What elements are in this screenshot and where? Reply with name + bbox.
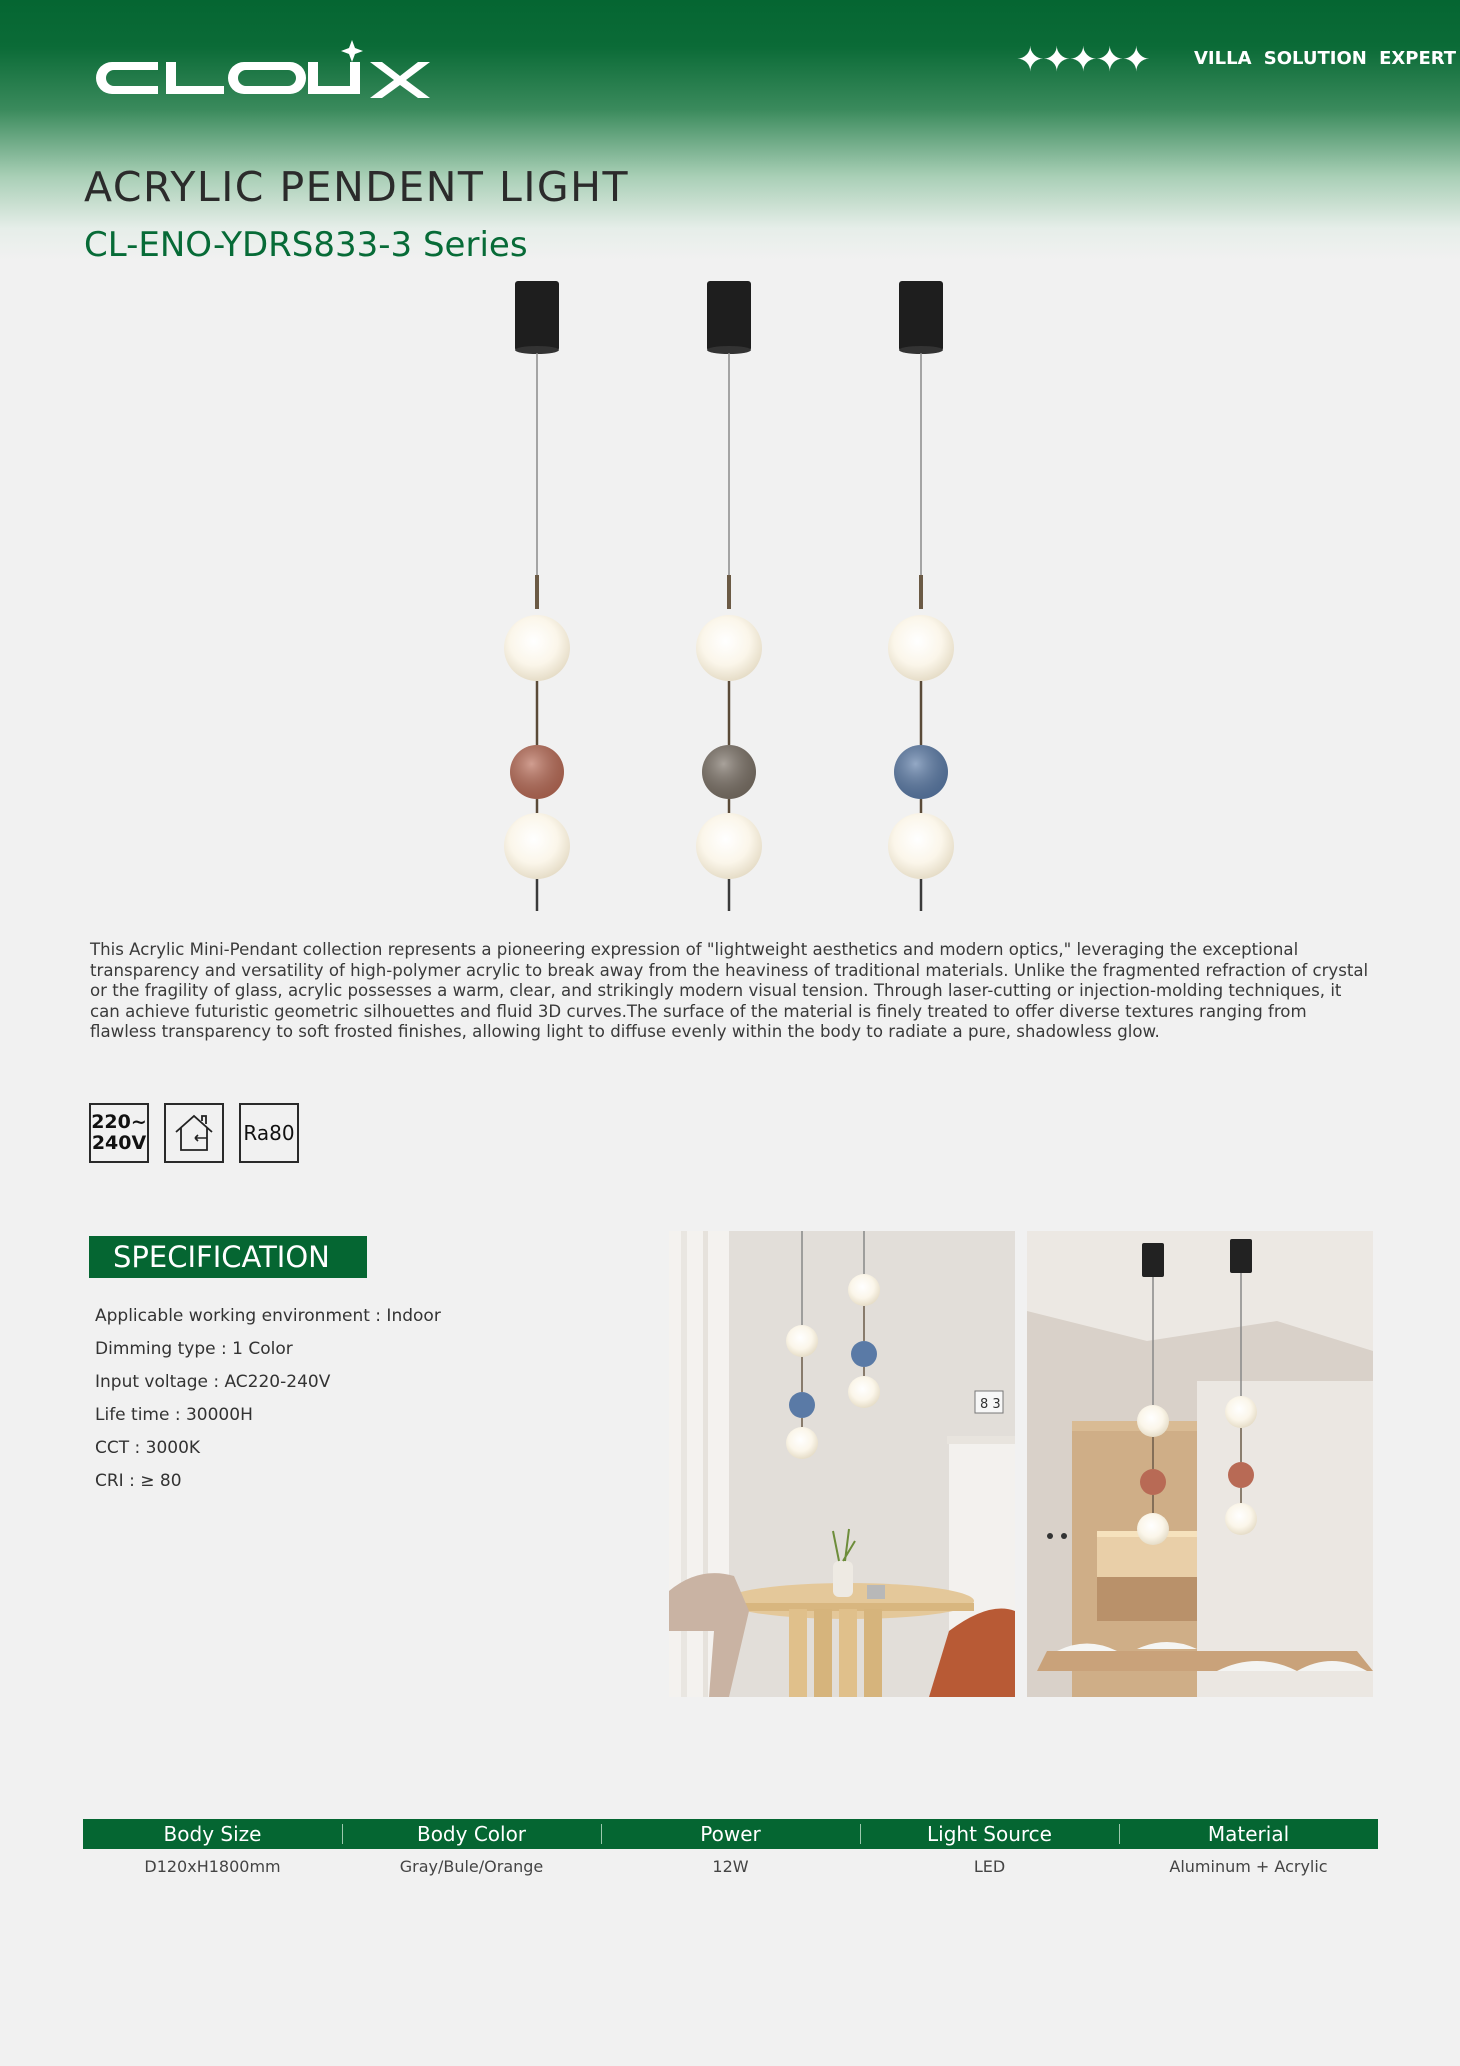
voltage-badge-line2: 240V	[91, 1132, 147, 1154]
svg-text:8 3: 8 3	[980, 1397, 1001, 1412]
connector-rod	[535, 575, 539, 609]
spec-item: Life time : 30000H	[95, 1405, 253, 1425]
header-material: Material	[1119, 1819, 1378, 1849]
spec-item: Dimming type : 1 Color	[95, 1339, 293, 1359]
canopy-base	[707, 346, 751, 354]
pendant-variant	[888, 281, 954, 911]
scene-photo-dining-right	[1027, 1231, 1373, 1697]
cri-badge: Ra80	[239, 1103, 299, 1163]
acrylic-globe-top	[696, 615, 762, 681]
colored-ball-shading	[702, 745, 756, 799]
series-subtitle: CL-ENO-YDRS833-3 Series	[84, 225, 528, 265]
colored-ball-shading	[894, 745, 948, 799]
ceiling-canopy	[899, 281, 943, 351]
voltage-badge-line1: 220~	[91, 1111, 147, 1133]
product-pendants-image	[470, 275, 990, 915]
acrylic-globe-bottom	[888, 813, 954, 879]
attributes-value-row	[83, 1849, 1378, 1879]
spec-item: CCT : 3000K	[95, 1438, 201, 1458]
canopy-base	[899, 346, 943, 354]
header-body-size: Body Size	[163, 1822, 262, 1846]
tagline: VILLA SOLUTION EXPERT	[1194, 48, 1457, 69]
header-power: Power	[601, 1819, 860, 1849]
spec-item: Input voltage : AC220-240V	[95, 1372, 331, 1392]
spec-item: Applicable working environment : Indoor	[95, 1306, 441, 1326]
value-body-size: D120xH1800mm	[144, 1857, 281, 1876]
value-light-source: LED	[973, 1857, 1006, 1876]
scene-photo-dining-left	[669, 1231, 1015, 1697]
specification-heading: SPECIFICATION	[89, 1236, 367, 1278]
product-description: This Acrylic Mini-Pendant collection represents a pioneering expression of "lightweight aesthetics and modern optics," leveraging the exceptional transparency and versatility of high-polymer acrylic to break away from the heaviness of traditional materials. Unlike the fragmented refraction of crystal or the fragility of glass, acrylic possesses a warm, clear, and strikingly modern visual tension. Through laser-cutting or injection-molding techniques, it can achieve futuristic geometric silhouettes and fluid 3D curves.The surface of the material is finely treated to offer diverse textures ranging from flawless transparency to soft frosted finishes, allowing light to diffuse evenly within the body to radiate a pure, shadowless glow.	[90, 940, 1369, 1042]
page-title: ACRYLIC PENDENT LIGHT	[84, 163, 630, 211]
header-band	[0, 0, 1460, 260]
value-body-color: Gray/Bule/Orange	[399, 1857, 544, 1876]
pendant-variant	[696, 281, 762, 911]
rating-stars: ✦✦✦✦✦	[1016, 40, 1149, 80]
header-body-color: Body Color	[342, 1819, 601, 1849]
cloux-logo	[84, 40, 434, 104]
indoor-badge	[164, 1103, 224, 1163]
acrylic-globe-top	[504, 615, 570, 681]
pendant-variant	[504, 281, 570, 911]
ceiling-canopy	[707, 281, 751, 351]
canopy-base	[515, 346, 559, 354]
header-light-source: Light Source	[860, 1819, 1119, 1849]
connector-rod	[727, 575, 731, 609]
attributes-header-row	[83, 1819, 1378, 1849]
connector-rod	[919, 575, 923, 609]
specification-list	[95, 1300, 441, 1498]
ceiling-canopy	[515, 281, 559, 351]
house-indoor-icon	[171, 1110, 217, 1156]
voltage-badge	[89, 1103, 149, 1163]
acrylic-globe-bottom	[504, 813, 570, 879]
spec-item: CRI : ≥ 80	[95, 1471, 182, 1491]
value-power: 12W	[712, 1857, 749, 1876]
colored-ball-shading	[510, 745, 564, 799]
acrylic-globe-bottom	[696, 813, 762, 879]
acrylic-globe-top	[888, 615, 954, 681]
value-material: Aluminum + Acrylic	[1169, 1857, 1328, 1876]
attributes-table	[83, 1819, 1378, 1879]
